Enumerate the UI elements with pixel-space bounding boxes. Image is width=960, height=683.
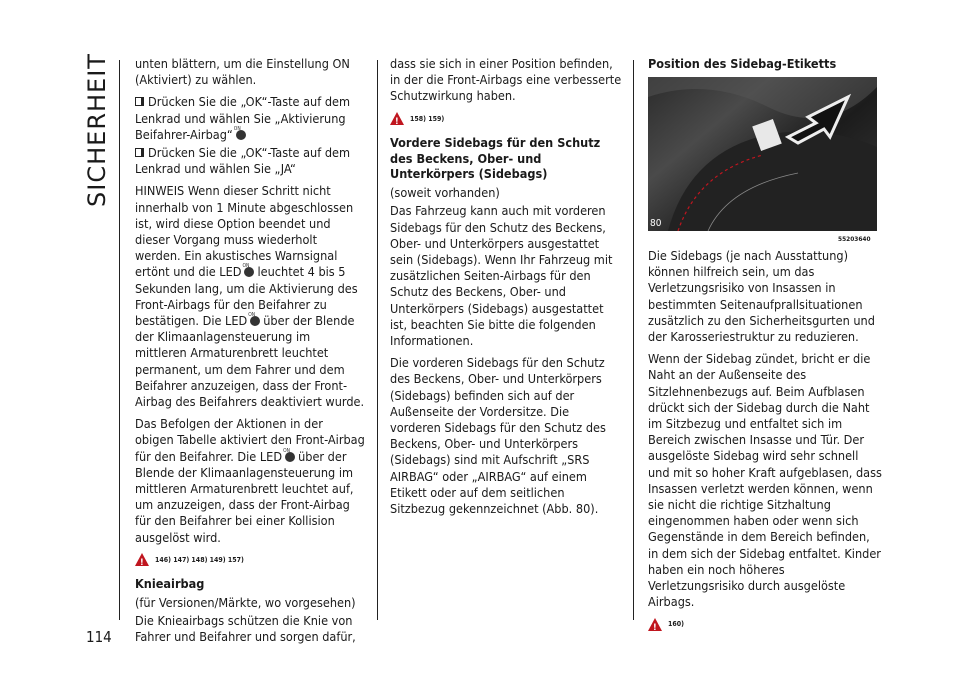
led-on-icon — [236, 130, 246, 140]
befolgen-paragraph: Das Befolgen der Aktionen in der obigen Tabelle aktiviert den Front-Airbag für den Beifahrer. Die LEDON über der Blende der Klimaanlagensteuerung im mittleren Armaturenbrett leuchtet auf, um anzuzeigen, dass der Front-Airbag für den Beifahrer bei einer Kollision ausgelöst wird. — [135, 416, 365, 546]
warning-triangle-icon — [648, 618, 662, 631]
section-title: SICHERHEIT — [83, 53, 111, 207]
page-number: 114 — [86, 628, 112, 646]
step-2: Drücken Sie die „OK“-Taste auf dem Lenkrad und wählen Sie „JA“ — [135, 145, 351, 177]
knie-heading: Knieairbag — [135, 576, 205, 592]
sidebag-para-1: Das Fahrzeug kann auch mit vorderen Sidebags für den Schutz des Beckens, Ober- und Unterkörpers ausgestattet sein (Sidebags). Wenn Ihr Fahrzeug mit zusätzlichen Seiten-Airbags für den Schutz des Beckens, Ober- und Unterkörpers (Sidebags) ausgestattet ist, beachten Sie bitte die folgenden Informationen. — [390, 203, 613, 349]
column-1 — [135, 56, 365, 652]
figure-code: 55203640 — [838, 235, 871, 243]
column-3-text — [648, 248, 882, 641]
column-3 — [648, 56, 882, 75]
warning-triangle-icon — [390, 112, 404, 125]
seat-illustration — [648, 77, 877, 231]
sidebag-subtitle: (soweit vorhanden) — [390, 185, 500, 201]
warning-ref: ! 146) 147) 148) 149) 157) — [135, 552, 365, 568]
arrow-bullet-icon — [135, 97, 144, 106]
warning-ref: ! 160) — [648, 616, 882, 632]
sidebag-para-2: Die vorderen Sidebags für den Schutz des Beckens, Ober- und Unterkörpers (Sidebags) befinden sich auf der Außenseite der Vordersitze. Die vorderen Sidebags für den Schutz des Beckens, Ober- und Unterkörpers (Sidebags) sind mit Aufschrift „SRS AIRBAG“ oder „AIRBAG“ auf einem Etikett oder auf dem seitlichen Sitzbezug gekennzeichnet (Abb. 80). — [390, 355, 606, 517]
sidebag-heading: Vordere Sidebags für den Schutz des Beckens, Ober- und Unterkörpers (Sidebags) — [390, 134, 601, 182]
warning-triangle-icon — [135, 553, 149, 566]
warning-ref: ! 158) 159) — [390, 111, 622, 127]
col3-para-1: Die Sidebags (je nach Ausstattung) können hilfreich sein, um das Verletzungsrisiko von Insassen in bestimmten Seitenaufprallsituationen zusätzlich zu den Sicherheitsgurten und der Karosseriestruktur zu reduzieren. — [648, 248, 875, 345]
margin-rule — [119, 60, 120, 620]
step-1: Drücken Sie die „OK“-Taste auf dem Lenkrad und wählen Sie „Aktivierung Beifahrer-Airbag“ON — [135, 94, 365, 143]
led-on-icon — [244, 267, 254, 277]
figure-number: 80 — [650, 218, 662, 229]
intro-text: unten blättern, um die Einstellung ON (Aktiviert) zu wählen. — [135, 56, 350, 88]
knie-text: Die Knieairbags schützen die Knie von Fahrer und Beifahrer und sorgen dafür, — [135, 613, 356, 645]
col2-intro: dass sie sich in einer Position befinden, in der die Front-Airbags eine verbesserte Schutzwirkung haben. — [390, 56, 622, 104]
column-2 — [390, 56, 622, 523]
col3-para-2: Wenn der Sidebag zündet, bricht er die Naht an der Außenseite des Sitzlehnenbezugs auf. Beim Aufblasen drückt sich der Sidebag durch die Naht im Sitzbezug und entfaltet sich im Bereich zwischen Insasse und Tür. Der ausgelöste Sidebag wird sehr schnell und mit so hoher Kraft aufgeblasen, dass Insassen verletzt werden können, wenn sie nicht die richtige Sitzhaltung eingenommen haben oder wenn sich Gegenstände in dem Bereich befinden, in dem sich der Sidebag entfaltet. Kinder haben ein noch höheres Verletzungsrisiko durch ausgelöste Airbags. — [648, 351, 882, 610]
led-on-icon — [250, 316, 260, 326]
sidebag-label-photo — [648, 77, 877, 231]
column-divider — [633, 60, 634, 620]
led-on-icon — [285, 452, 295, 462]
column-divider — [377, 60, 378, 620]
hinweis-paragraph: HINWEIS Wenn dieser Schritt nicht innerhalb von 1 Minute abgeschlossen ist, wird diese Option beendet und dieser Vorgang muss wiederholt werden. Ein akustisches Warnsignal ertönt und die LEDON leuchtet 4 bis 5 Sekunden lang, um die Aktivierung des Front-Airbags für den Beifahrer zu bestätigen. Die LEDON über der Blende der Klimaanlagensteuerung im mittleren Armaturenbrett leuchtet permanent, um dem Fahrer und dem Beifahrer anzuzeigen, dass der Front-Airbag des Beifahrers deaktiviert wurde. — [135, 183, 365, 410]
figure-heading: Position des Sidebag-Etiketts — [648, 56, 837, 71]
knie-subtitle: (für Versionen/Märkte, wo vorgesehen) — [135, 594, 356, 610]
arrow-bullet-icon — [135, 148, 144, 157]
